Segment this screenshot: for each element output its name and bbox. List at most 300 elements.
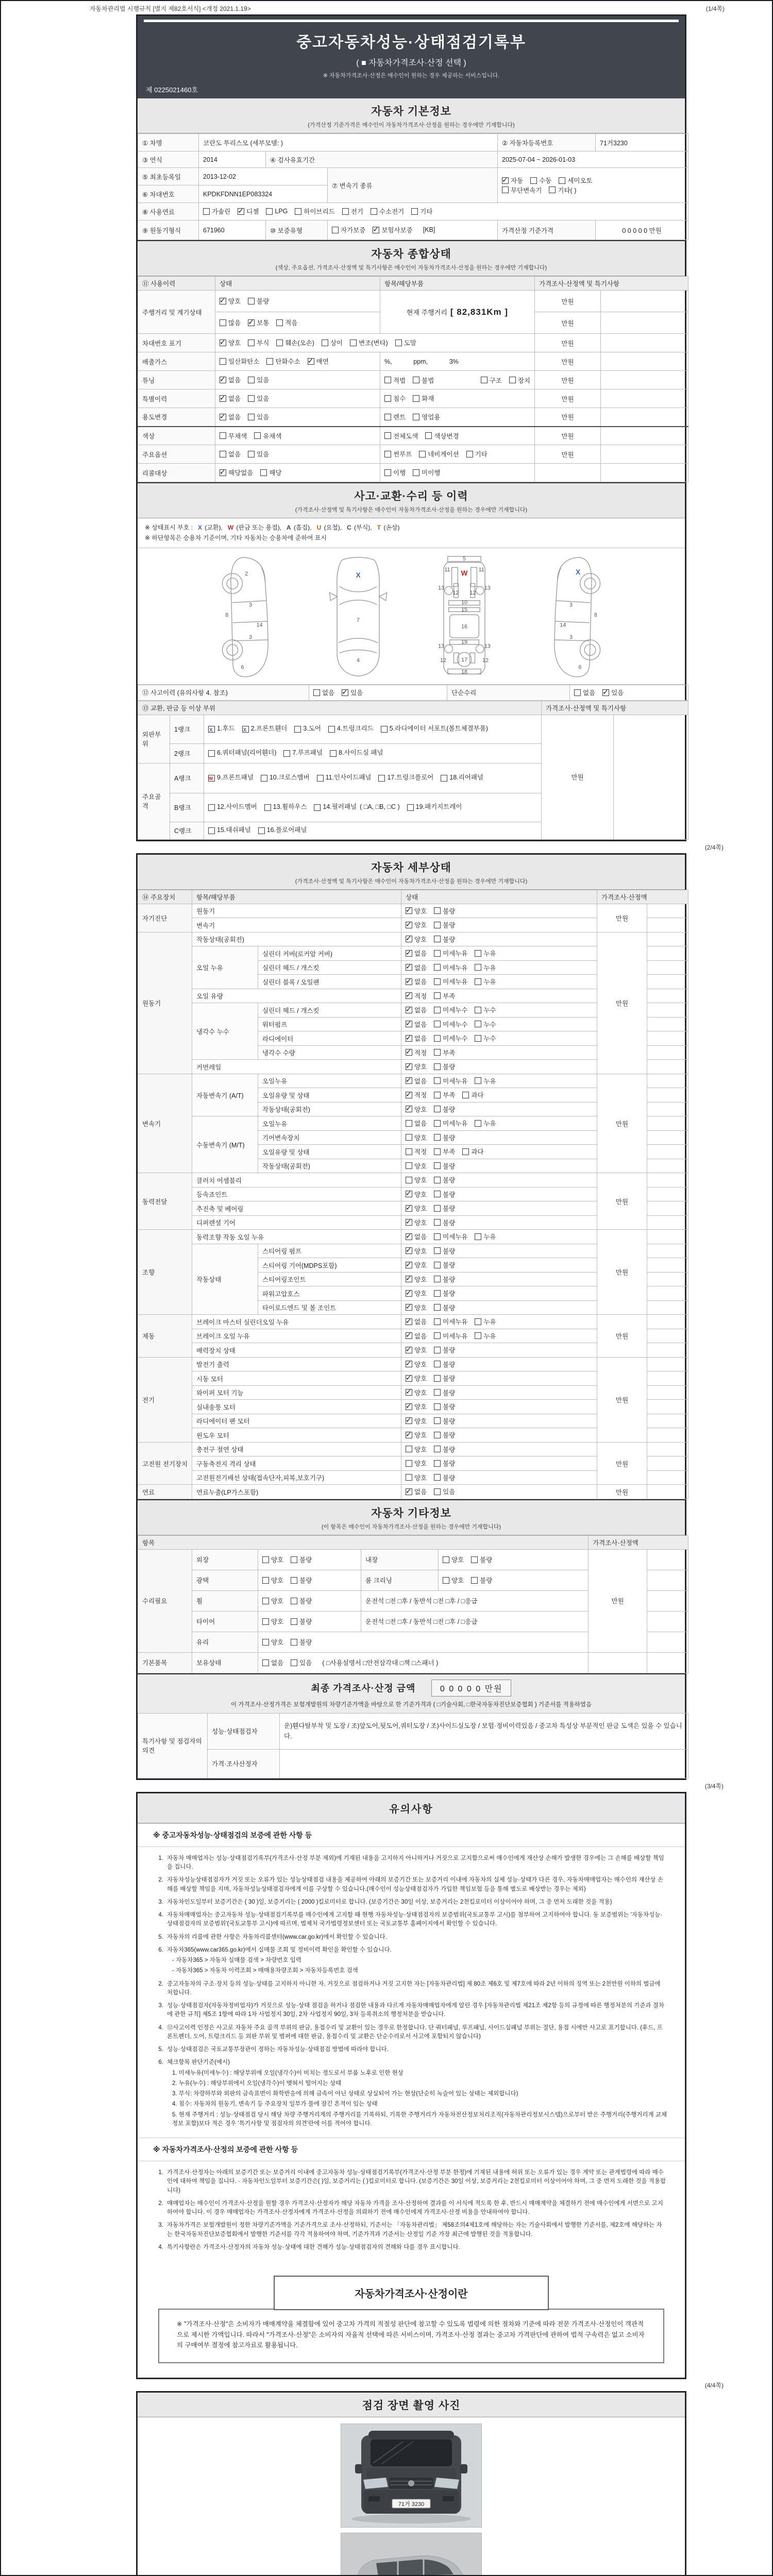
checkbox-option[interactable] (406, 1317, 427, 1326)
checkbox-option[interactable] (434, 1430, 455, 1439)
checkbox[interactable] (248, 340, 255, 346)
checkbox-option[interactable] (406, 1033, 427, 1043)
checkbox-checked[interactable] (406, 936, 412, 942)
checkbox[interactable] (413, 414, 419, 420)
checkbox-option[interactable] (371, 207, 404, 216)
checkbox[interactable] (434, 1007, 441, 1013)
checkbox-option[interactable] (434, 1402, 455, 1411)
checkbox[interactable] (434, 992, 441, 999)
checkbox-option[interactable] (559, 176, 592, 185)
checkbox-option[interactable] (406, 1275, 427, 1284)
checkbox-option[interactable] (406, 1020, 427, 1029)
checkbox-option[interactable] (434, 1133, 455, 1142)
checkbox-checked[interactable] (208, 775, 215, 782)
checkbox-option[interactable] (443, 1575, 464, 1585)
checkbox-option[interactable] (502, 185, 542, 195)
checkbox[interactable] (434, 1191, 441, 1197)
checkbox-option[interactable] (406, 1402, 427, 1411)
checkbox-checked[interactable] (406, 1332, 412, 1339)
checkbox[interactable] (407, 804, 414, 811)
checkbox-option[interactable] (434, 1360, 455, 1369)
checkbox[interactable] (411, 208, 418, 215)
checkbox-option[interactable] (395, 338, 416, 347)
checkbox-checked[interactable] (406, 1361, 412, 1367)
checkbox-option[interactable] (434, 991, 455, 1001)
checkbox-option[interactable] (262, 1555, 283, 1564)
checkbox[interactable] (502, 187, 509, 193)
checkbox-checked[interactable] (248, 319, 255, 326)
checkbox-option[interactable] (242, 723, 288, 735)
checkbox[interactable] (384, 414, 391, 420)
checkbox[interactable] (475, 1318, 481, 1325)
checkbox-option[interactable] (406, 1416, 427, 1426)
checkbox-option[interactable] (220, 375, 241, 384)
checkbox-option[interactable] (434, 1033, 467, 1043)
checkbox[interactable] (434, 1021, 441, 1027)
checkbox[interactable] (509, 377, 516, 383)
checkbox[interactable] (434, 1148, 441, 1155)
checkbox[interactable] (434, 1063, 441, 1070)
checkbox[interactable] (330, 750, 337, 757)
checkbox-option[interactable] (475, 1331, 496, 1341)
checkbox-option[interactable] (406, 1459, 427, 1468)
checkbox-option[interactable] (248, 296, 269, 306)
checkbox-option[interactable] (406, 1076, 427, 1086)
checkbox-option[interactable] (313, 688, 334, 697)
checkbox-option[interactable] (434, 1487, 455, 1496)
checkbox[interactable] (434, 1375, 441, 1382)
checkbox-option[interactable] (248, 318, 269, 327)
checkbox[interactable] (434, 1347, 441, 1353)
checkbox-option[interactable] (406, 1445, 427, 1454)
checkbox-option[interactable] (434, 1048, 455, 1057)
checkbox-option[interactable] (509, 376, 530, 385)
checkbox[interactable] (381, 726, 388, 733)
checkbox[interactable] (291, 1659, 297, 1666)
checkbox[interactable] (395, 340, 402, 346)
checkbox-option[interactable] (434, 1473, 455, 1482)
checkbox-option[interactable] (406, 1374, 427, 1383)
checkbox[interactable] (471, 1556, 478, 1563)
checkbox-checked[interactable] (406, 1304, 412, 1311)
checkbox[interactable] (406, 1474, 412, 1481)
checkbox-checked[interactable] (406, 922, 412, 928)
checkbox-checked[interactable] (406, 1219, 412, 1226)
checkbox-option[interactable] (406, 1147, 427, 1156)
checkbox-option[interactable] (434, 1345, 455, 1354)
checkbox[interactable] (434, 1134, 441, 1141)
checkbox-option[interactable] (260, 468, 281, 477)
checkbox[interactable] (434, 1403, 441, 1410)
checkbox-option[interactable] (475, 1005, 496, 1014)
checkbox-checked[interactable] (373, 227, 379, 233)
checkbox[interactable] (291, 1618, 297, 1625)
checkbox[interactable] (434, 1049, 441, 1056)
checkbox[interactable] (434, 1290, 441, 1297)
checkbox-option[interactable] (406, 1204, 427, 1213)
checkbox-option[interactable] (434, 1076, 467, 1086)
checkbox[interactable] (434, 1106, 441, 1112)
checkbox-option[interactable] (406, 1161, 427, 1171)
checkbox[interactable] (283, 750, 290, 757)
checkbox-option[interactable] (330, 747, 383, 759)
checkbox[interactable] (434, 1262, 441, 1268)
checkbox-option[interactable] (549, 185, 576, 195)
checkbox[interactable] (406, 1446, 412, 1452)
checkbox-option[interactable] (434, 1005, 467, 1014)
checkbox-option[interactable] (220, 468, 253, 477)
checkbox[interactable] (434, 1035, 441, 1042)
checkbox-option[interactable] (434, 1190, 455, 1199)
checkbox[interactable] (262, 1659, 269, 1666)
checkbox-option[interactable] (406, 1105, 427, 1114)
checkbox[interactable] (434, 1417, 441, 1424)
checkbox-option[interactable] (481, 376, 502, 385)
checkbox-option[interactable] (406, 1232, 427, 1241)
checkbox-option[interactable] (413, 412, 440, 421)
checkbox-option[interactable] (258, 824, 307, 837)
checkbox-option[interactable] (276, 338, 314, 347)
checkbox[interactable] (220, 358, 226, 365)
checkbox[interactable] (248, 298, 255, 304)
checkbox-checked[interactable] (406, 1092, 412, 1098)
checkbox-checked[interactable] (220, 377, 226, 383)
checkbox-option[interactable] (283, 747, 323, 759)
checkbox[interactable] (434, 1233, 441, 1240)
checkbox-checked[interactable] (406, 1049, 412, 1056)
checkbox-option[interactable] (248, 449, 269, 459)
checkbox-option[interactable] (466, 449, 488, 459)
checkbox-option[interactable] (434, 906, 455, 916)
checkbox-option[interactable] (443, 1555, 464, 1564)
checkbox[interactable] (295, 208, 301, 215)
checkbox[interactable] (314, 804, 321, 811)
checkbox[interactable] (413, 377, 419, 383)
checkbox[interactable] (248, 395, 255, 402)
checkbox-option[interactable] (425, 431, 459, 440)
checkbox-option[interactable] (434, 1246, 455, 1256)
checkbox[interactable] (220, 319, 226, 326)
checkbox-option[interactable] (384, 412, 406, 421)
checkbox-checked[interactable] (406, 1262, 412, 1268)
checkbox-option[interactable] (381, 723, 488, 735)
checkbox-option[interactable] (462, 1147, 483, 1156)
checkbox-option[interactable] (574, 688, 595, 697)
checkbox[interactable] (434, 1389, 441, 1396)
checkbox-checked[interactable] (406, 1276, 412, 1282)
checkbox-option[interactable] (406, 1345, 427, 1354)
checkbox-option[interactable] (406, 948, 427, 958)
checkbox-option[interactable] (411, 207, 432, 216)
checkbox[interactable] (413, 395, 419, 402)
checkbox-checked[interactable] (406, 1432, 412, 1438)
checkbox-option[interactable] (384, 394, 406, 403)
checkbox[interactable] (350, 340, 357, 346)
checkbox[interactable] (434, 1474, 441, 1481)
checkbox[interactable] (481, 377, 488, 383)
checkbox[interactable] (262, 1639, 269, 1646)
checkbox-checked[interactable] (406, 950, 412, 957)
checkbox-option[interactable] (261, 772, 310, 784)
checkbox-option[interactable] (475, 1033, 496, 1043)
checkbox-option[interactable] (530, 176, 551, 185)
checkbox-option[interactable] (238, 207, 259, 216)
checkbox[interactable] (208, 804, 215, 811)
checkbox[interactable] (434, 1304, 441, 1311)
checkbox[interactable] (294, 726, 301, 733)
checkbox[interactable] (384, 395, 391, 402)
checkbox[interactable] (475, 964, 481, 971)
checkbox-checked[interactable] (406, 1205, 412, 1212)
checkbox[interactable] (434, 1446, 441, 1452)
checkbox-option[interactable] (434, 1317, 467, 1326)
checkbox[interactable] (248, 451, 255, 457)
checkbox-checked[interactable] (406, 1375, 412, 1382)
checkbox-option[interactable] (441, 772, 483, 784)
checkbox-option[interactable] (220, 431, 247, 440)
checkbox-option[interactable] (208, 801, 257, 814)
checkbox-option[interactable] (406, 991, 427, 1001)
checkbox[interactable] (276, 340, 283, 346)
checkbox-checked[interactable] (602, 689, 609, 696)
checkbox-option[interactable] (434, 1175, 455, 1184)
checkbox-option[interactable] (406, 1218, 427, 1227)
checkbox-option[interactable] (434, 1147, 455, 1156)
checkbox[interactable] (434, 922, 441, 928)
checkbox-option[interactable] (406, 1331, 427, 1341)
checkbox-checked[interactable] (406, 1403, 412, 1410)
checkbox-option[interactable] (434, 963, 467, 972)
checkbox-checked[interactable] (220, 414, 226, 420)
checkbox[interactable] (332, 227, 339, 233)
checkbox-option[interactable] (220, 357, 259, 366)
checkbox[interactable] (434, 1488, 441, 1495)
checkbox-option[interactable] (373, 225, 412, 234)
checkbox[interactable] (406, 1177, 412, 1183)
checkbox-option[interactable] (475, 1317, 496, 1326)
checkbox[interactable] (406, 1148, 412, 1155)
checkbox[interactable] (441, 775, 447, 782)
checkbox-option[interactable] (291, 1617, 312, 1626)
checkbox-option[interactable] (291, 1596, 312, 1605)
checkbox[interactable] (559, 177, 565, 184)
checkbox[interactable] (475, 1007, 481, 1013)
checkbox-option[interactable] (434, 1232, 467, 1241)
checkbox-option[interactable] (434, 1303, 455, 1312)
checkbox-option[interactable] (266, 357, 300, 366)
checkbox-option[interactable] (475, 977, 496, 986)
checkbox-option[interactable] (434, 1459, 455, 1468)
checkbox[interactable] (434, 1247, 441, 1254)
checkbox-option[interactable] (248, 394, 269, 403)
checkbox-option[interactable] (434, 1020, 467, 1029)
checkbox-option[interactable] (406, 1190, 427, 1199)
checkbox-checked[interactable] (308, 358, 314, 365)
checkbox-option[interactable] (406, 1289, 427, 1298)
checkbox-option[interactable] (291, 1575, 312, 1585)
checkbox-checked[interactable] (406, 1488, 412, 1495)
checkbox-option[interactable] (317, 772, 372, 784)
checkbox-option[interactable] (475, 1020, 496, 1029)
checkbox-option[interactable] (220, 338, 241, 347)
checkbox-option[interactable] (413, 394, 434, 403)
checkbox[interactable] (434, 1092, 441, 1098)
checkbox-checked[interactable] (406, 1077, 412, 1084)
checkbox-option[interactable] (434, 1161, 455, 1171)
checkbox-option[interactable] (406, 1175, 427, 1184)
checkbox[interactable] (262, 1618, 269, 1625)
checkbox[interactable] (434, 964, 441, 971)
checkbox-checked[interactable] (406, 1389, 412, 1396)
checkbox[interactable] (261, 775, 267, 782)
checkbox-option[interactable] (406, 1388, 427, 1397)
checkbox-option[interactable] (322, 338, 343, 347)
checkbox-option[interactable] (248, 412, 269, 421)
checkbox[interactable] (425, 432, 432, 439)
checkbox[interactable] (248, 377, 255, 383)
checkbox-checked[interactable] (342, 689, 348, 696)
checkbox[interactable] (475, 1021, 481, 1027)
checkbox[interactable] (313, 689, 320, 696)
checkbox[interactable] (549, 187, 556, 193)
checkbox-option[interactable] (384, 376, 406, 385)
checkbox-checked[interactable] (406, 1417, 412, 1424)
checkbox-option[interactable] (406, 906, 427, 916)
checkbox-option[interactable] (434, 1275, 455, 1284)
checkbox[interactable] (260, 469, 267, 476)
checkbox-checked[interactable] (220, 395, 226, 402)
checkbox-option[interactable] (220, 412, 241, 421)
checkbox-option[interactable] (413, 376, 434, 385)
checkbox[interactable] (384, 432, 391, 439)
checkbox-option[interactable] (434, 1388, 455, 1397)
checkbox-option[interactable] (502, 176, 523, 185)
checkbox-option[interactable] (262, 1617, 283, 1626)
checkbox-option[interactable] (220, 318, 241, 327)
checkbox-checked[interactable] (242, 726, 249, 733)
checkbox[interactable] (574, 689, 581, 696)
checkbox[interactable] (317, 775, 324, 782)
checkbox-option[interactable] (434, 948, 467, 958)
checkbox-checked[interactable] (220, 340, 226, 346)
checkbox-option[interactable] (406, 920, 427, 929)
checkbox-option[interactable] (208, 824, 251, 837)
checkbox[interactable] (291, 1598, 297, 1604)
checkbox[interactable] (443, 1556, 449, 1563)
checkbox-option[interactable] (434, 1204, 455, 1213)
checkbox-option[interactable] (406, 1048, 427, 1057)
checkbox[interactable] (291, 1577, 297, 1584)
checkbox[interactable] (434, 978, 441, 985)
checkbox[interactable] (530, 177, 537, 184)
checkbox-option[interactable] (419, 449, 459, 459)
checkbox[interactable] (434, 1276, 441, 1282)
checkbox-option[interactable] (471, 1555, 492, 1564)
checkbox-checked[interactable] (406, 992, 412, 999)
checkbox-checked[interactable] (406, 1247, 412, 1254)
checkbox[interactable] (264, 804, 271, 811)
checkbox[interactable] (262, 1556, 269, 1563)
checkbox[interactable] (475, 1120, 481, 1127)
checkbox[interactable] (434, 1432, 441, 1438)
checkbox[interactable] (342, 208, 349, 215)
checkbox[interactable] (262, 1577, 269, 1584)
checkbox-checked[interactable] (406, 1318, 412, 1325)
checkbox[interactable] (384, 451, 391, 457)
checkbox[interactable] (475, 1332, 481, 1339)
checkbox[interactable] (475, 1077, 481, 1084)
checkbox[interactable] (254, 432, 261, 439)
checkbox-option[interactable] (434, 1445, 455, 1454)
checkbox-checked[interactable] (406, 1021, 412, 1027)
checkbox[interactable] (471, 1577, 478, 1584)
checkbox[interactable] (258, 827, 265, 834)
checkbox-checked[interactable] (406, 1233, 412, 1240)
checkbox[interactable] (443, 1577, 449, 1584)
checkbox-checked[interactable] (406, 1106, 412, 1112)
checkbox-option[interactable] (378, 772, 433, 784)
checkbox[interactable] (434, 1162, 441, 1169)
checkbox[interactable] (406, 1134, 412, 1141)
checkbox-option[interactable] (407, 801, 462, 814)
checkbox-option[interactable] (342, 688, 363, 697)
checkbox-checked[interactable] (406, 1063, 412, 1070)
checkbox-option[interactable] (475, 963, 496, 972)
checkbox[interactable] (291, 1556, 297, 1563)
checkbox-checked[interactable] (406, 907, 412, 914)
checkbox-option[interactable] (262, 1658, 283, 1667)
checkbox[interactable] (276, 319, 283, 326)
checkbox[interactable] (262, 1598, 269, 1604)
checkbox-option[interactable] (434, 1289, 455, 1298)
checkbox[interactable] (475, 978, 481, 985)
checkbox-option[interactable] (406, 1062, 427, 1071)
checkbox-option[interactable] (208, 723, 235, 735)
checkbox-option[interactable] (406, 1090, 427, 1099)
checkbox-option[interactable] (294, 723, 321, 735)
checkbox-checked[interactable] (220, 469, 226, 476)
checkbox-option[interactable] (220, 394, 241, 403)
checkbox-option[interactable] (262, 1596, 283, 1605)
checkbox[interactable] (466, 451, 473, 457)
checkbox-option[interactable] (475, 1076, 496, 1086)
checkbox[interactable] (248, 414, 255, 420)
checkbox-option[interactable] (406, 1473, 427, 1482)
checkbox-option[interactable] (406, 963, 427, 972)
checkbox-option[interactable] (291, 1658, 312, 1667)
checkbox-option[interactable] (406, 935, 427, 944)
checkbox-checked[interactable] (220, 298, 226, 304)
checkbox-option[interactable] (406, 977, 427, 986)
checkbox-option[interactable] (434, 1105, 455, 1114)
checkbox[interactable] (406, 1120, 412, 1127)
checkbox-option[interactable] (434, 1118, 467, 1128)
checkbox[interactable] (475, 950, 481, 957)
checkbox[interactable] (384, 377, 391, 383)
checkbox-option[interactable] (406, 1430, 427, 1439)
checkbox-option[interactable] (406, 1005, 427, 1014)
checkbox[interactable] (434, 936, 441, 942)
checkbox-option[interactable] (475, 1118, 496, 1128)
checkbox-option[interactable] (602, 688, 624, 697)
checkbox-option[interactable] (434, 1090, 455, 1099)
checkbox[interactable] (434, 1205, 441, 1212)
checkbox-option[interactable] (406, 1360, 427, 1369)
checkbox-option[interactable] (471, 1575, 492, 1585)
checkbox-option[interactable] (220, 296, 241, 306)
checkbox[interactable] (434, 1177, 441, 1183)
checkbox-checked[interactable] (406, 1007, 412, 1013)
